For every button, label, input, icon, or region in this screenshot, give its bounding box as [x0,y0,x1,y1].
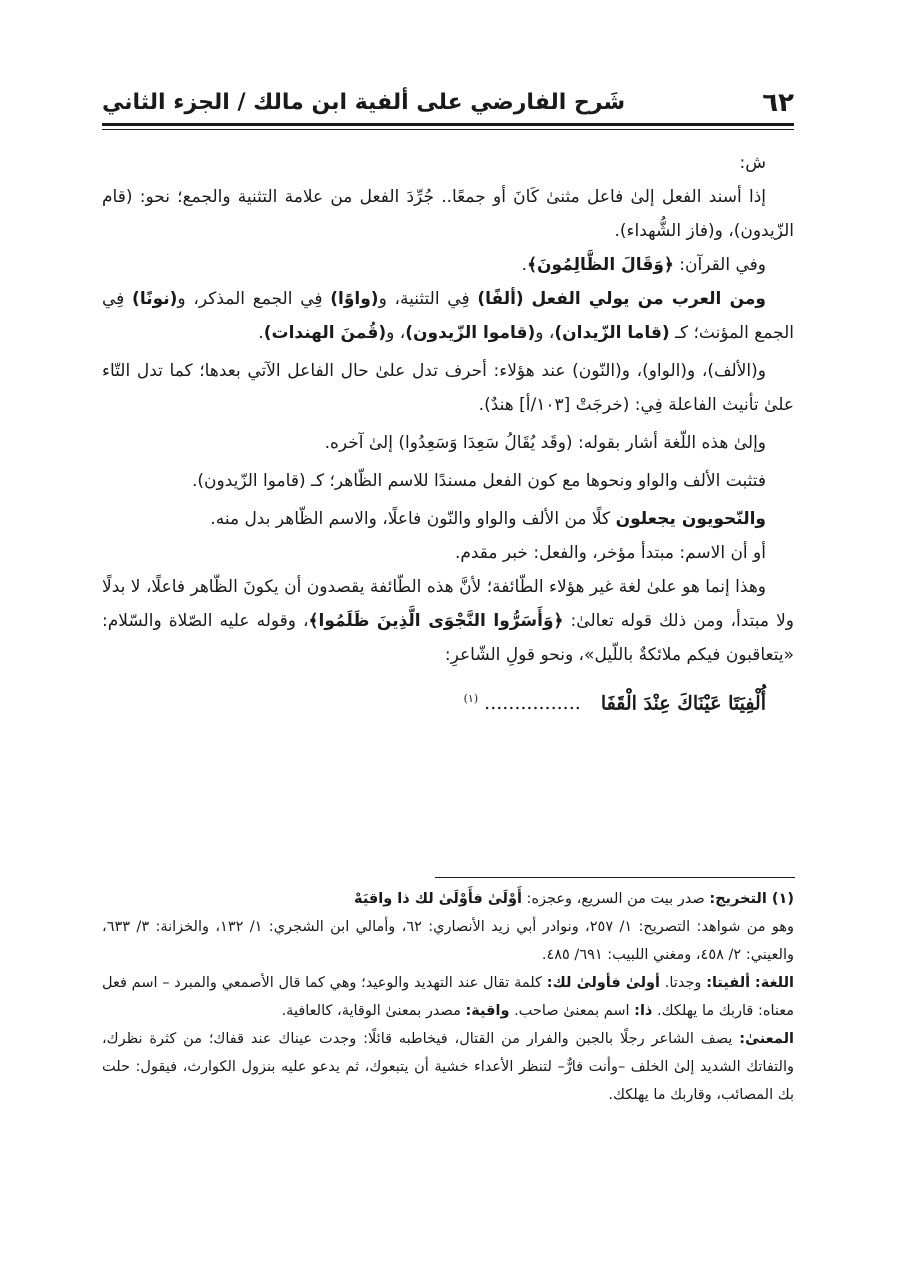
page-header [102,70,794,122]
running-title: شَرح الفارضي على ألفية ابن مالك / الجزء الثاني [102,90,626,115]
text-run: فِي الجمع المذكر، و [177,289,331,309]
footnote-label: (١) التخريج: [709,891,794,907]
text-run: مصدر بمعنىٰ الوقاية، كالعافية. [281,1003,466,1019]
text-run: . [258,323,264,343]
footnote-label: اللغة: [754,975,795,991]
footnotes [102,885,794,1109]
text-run: كلمة تقال عند التهديد والوعيد؛ وهي كما قال الأصمعي والمبرد – اسم فعل معناه: قاربك ما يهلكك. [102,975,794,1019]
quran-quote-1: ﴿وَقَالَ الظَّالِمُونَ﴾ [527,255,674,275]
footnote-1-takhrij [102,885,794,913]
text-run: ، و [386,323,406,343]
lexicon-term: ذا: [634,1003,653,1019]
bold-phrase: (قاموا الزّيدون) [405,323,536,343]
lexicon-term: واقية: [465,1003,510,1019]
text-run: ، وقوله عليه الصّلاة والسّلام: «يتعاقبون فيكم ملائكةٌ باللّيل»، ونحو قولِ الشّاعرِ: [102,611,794,665]
bold-phrase: (ألفًا) [477,289,524,309]
text-run: صدر بيت من السريع، وعجزه: [521,891,710,907]
header-rule-thick [102,123,794,126]
quran-quote-2: ﴿وَأَسَرُّوا النَّجْوَى الَّذِينَ ظَلَمُوا﴾ [308,611,564,631]
paragraph-8: أو أن الاسم: مبتدأ مؤخر، والفعل: خبر مقدم. [454,543,766,563]
footnote-1-lexicon [102,969,794,1025]
paragraph-3 [102,282,794,350]
bold-phrase: ومن العرب من يولي الفعل [531,289,766,309]
paragraph-5: وإلىٰ هذه اللّغة أشار بقوله: (وقَد يُقَالُ سَعِدَا وَسَعِدُوا) إلىٰ آخره. [324,433,766,453]
text-run: يصف الشاعر رجلًا بالجبن والفرار من القتال، فيخاطبه قائلًا: وجدت عيناك عند قفاك؛ من كثرة نظرك، والتفاتك الشديد إلىٰ الخلف –وأنت فارٌّ– لتنظر الأعداء خشية أن يتبعوك، ثم يدعو عليه بنزول الكوارث، فيقول: حلت بك المصائب، وقاربك ما يهلكك. [102,1031,794,1103]
text-run: اسم بمعنىٰ صاحب. [509,1003,635,1019]
footnote-verse: أَوْلَىٰ فأَوْلَىٰ لك ذا واقيَهْ [354,891,522,907]
paragraph-2 [102,248,794,282]
footnote-label: المعنىٰ: [739,1031,794,1047]
bold-phrase: والنّحويون يجعلون [615,509,766,529]
poetry-verse [102,680,794,722]
text-run: وفي القرآن: [673,255,766,275]
footnote-separator [435,877,795,878]
lexicon-term: أولىٰ فأولىٰ لك: [546,975,661,991]
header-rule-thin [102,129,794,130]
text-run: فِي الجمع المؤنث؛ كـ [102,289,794,343]
paragraph-4: و(الألف)، و(الواو)، و(النّون) عند هؤلاء: أحرف تدل علىٰ حال الفاعل الآتي بعدها؛ كما تدل التّاء علىٰ تأنيث الفاعلة فِي: (خرجَتْ [١٠٣/أ] هندٌ). [102,361,794,415]
page-number: ٦٢ [762,88,794,118]
text-run: وجدتا. [660,975,707,991]
lexicon-term: ألفيتا: [706,975,751,991]
paragraph-7 [102,502,794,536]
text-run: كلًا من الألف والواو والنّون فاعلًا، والاسم الظّاهر بدل منه. [210,509,616,529]
paragraph-1: إذا أسند الفعل إلىٰ فاعل مثنىٰ كَانَ أو جمعًا.. جُرِّدَ الفعل من علامة التثنية والجمع؛ نحو: (قام الزّيدون)، و(فاز الشُّهداء). [102,187,794,241]
text-run: وهذا إنما هو علىٰ لغة غير هؤلاء الطّائفة؛ لأنَّ هذه الطّائفة يقصدون أن يكونَ الظّاهر فاعلًا، لا بدلًا ولا مبتدأ، ومن ذلك قوله تعالىٰ: [102,577,794,631]
commentary-marker: ش: [739,153,766,173]
bold-phrase: (قُمنَ الهندات) [263,323,387,343]
text-run: ، و [535,323,555,343]
paragraph-9 [102,570,794,672]
bold-phrase: (نونًا) [132,289,178,309]
footnote-reference[interactable]: (١) [463,692,479,705]
paragraph-6: فتثبت الألف والواو ونحوها مع كون الفعل مسندًا للاسم الظّاهر؛ كـ (قاموا الزّيدون). [191,471,766,491]
main-text [102,146,794,722]
verse-ellipsis: ................ [484,692,581,715]
text-run: فِي التثنية، و [378,289,478,309]
text-run: . [521,255,528,275]
bold-phrase: (واوًا) [330,289,379,309]
bold-phrase: (قاما الزّيدان) [554,323,670,343]
verse-hemistich: أُلْفِيَتَا عَيْنَاكَ عِنْدَ الْقَفَا [600,692,766,715]
footnote-1-meaning [102,1025,794,1109]
footnote-1-sources: وهو من شواهد: التصريح: ١/ ٢٥٧، ونوادر أبي زيد الأنصاري: ٦٢، وأمالي ابن الشجري: ١/ ١٣٢، والخزانة: ٣/ ٦٣٣، والعيني: ٢/ ٤٥٨، ومغني اللبيب: ٦٩١/ ٤٨٥. [102,919,795,963]
